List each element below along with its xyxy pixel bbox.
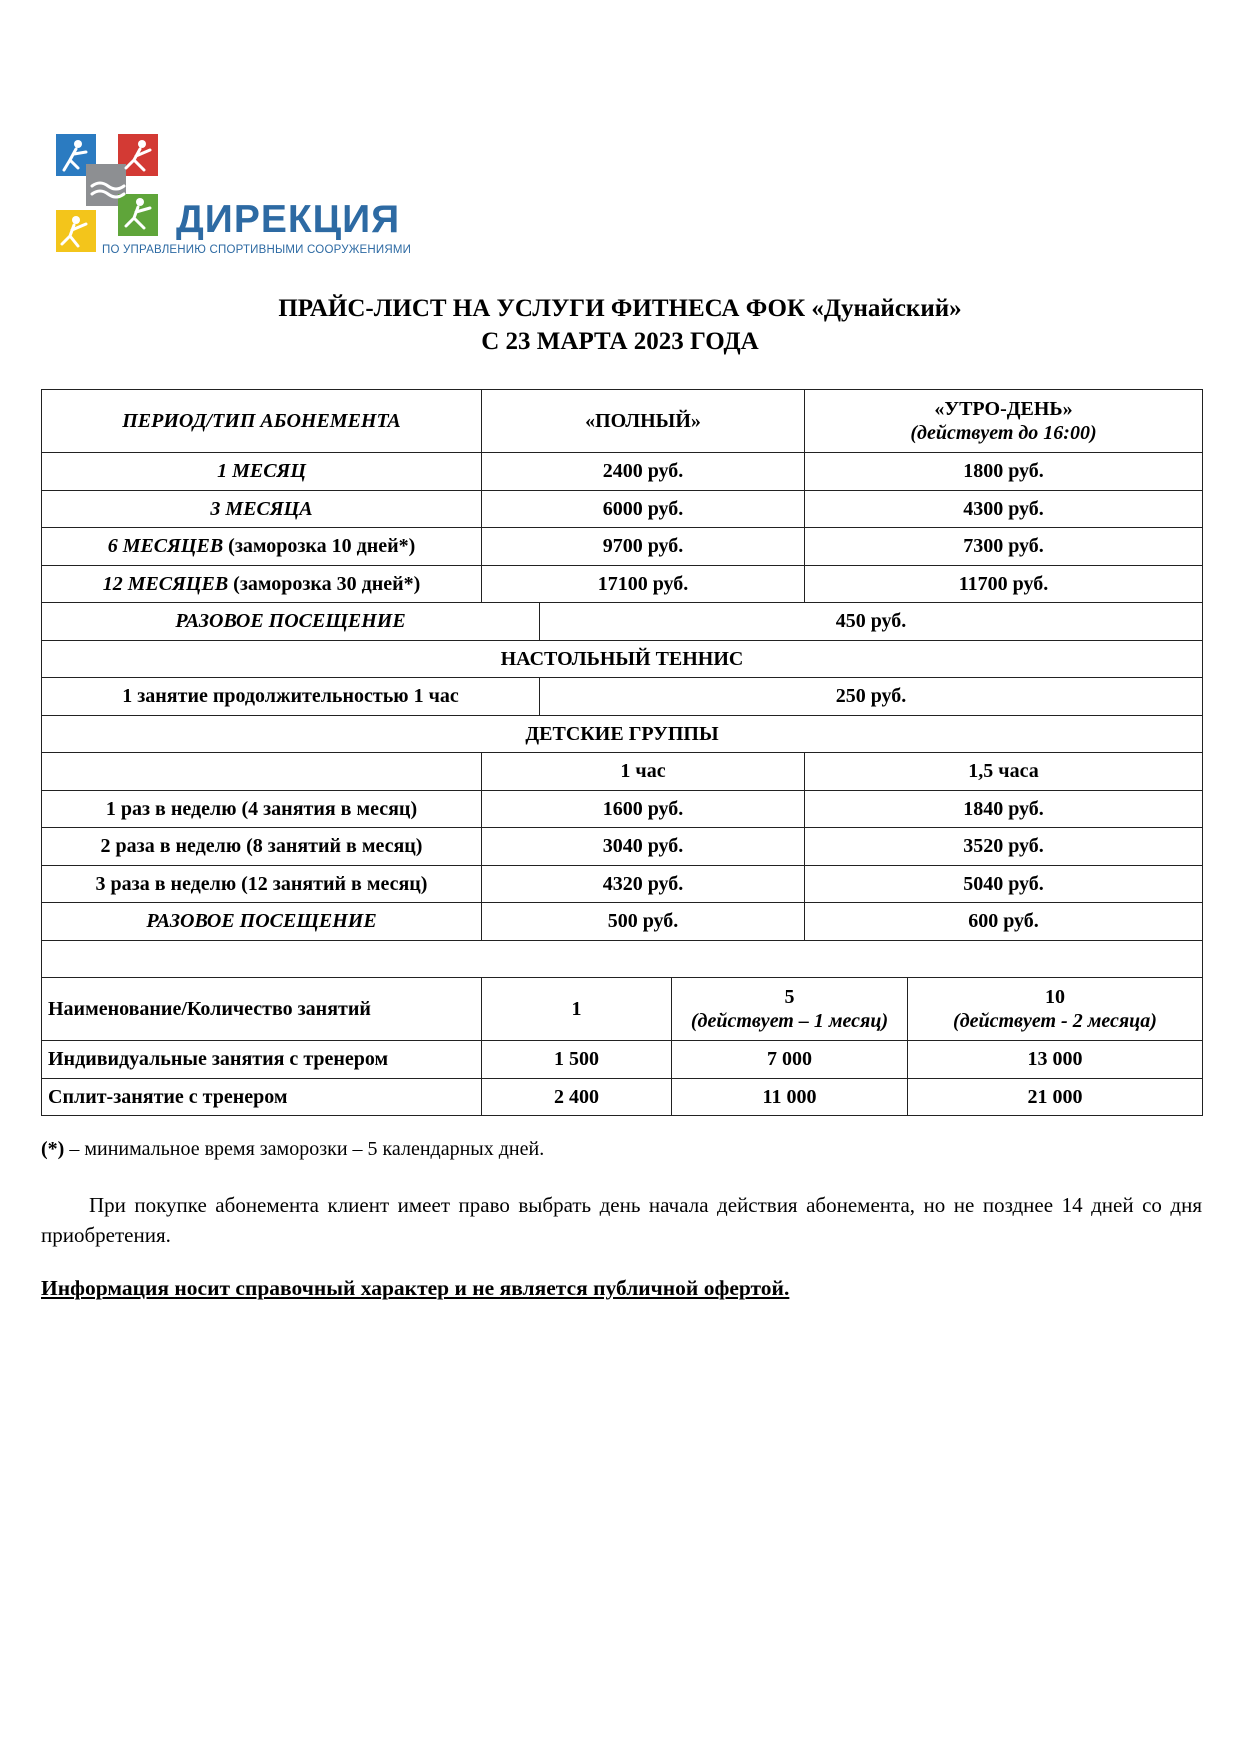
trainer-service: Сплит-занятие с тренером <box>42 1078 482 1116</box>
header-full: «ПОЛНЫЙ» <box>482 390 805 453</box>
section-heading-row <box>42 640 1203 678</box>
logo-mark <box>56 134 176 262</box>
footnote-text: – минимальное время заморозки – 5 календарных дней. <box>64 1138 545 1160</box>
membership-period: 1 МЕСЯЦ <box>42 453 482 491</box>
table-row <box>42 790 1203 828</box>
membership-full-price: 6000 руб. <box>482 490 805 528</box>
membership-morning-price: 4300 руб. <box>805 490 1203 528</box>
document-title: ПРАЙС-ЛИСТ НА УСЛУГИ ФИТНЕСА ФОК «Дунайский» <box>278 295 962 322</box>
tennis-heading: НАСТОЛЬНЫЙ ТЕННИС <box>42 640 1203 678</box>
header-period: ПЕРИОД/ТИП АБОНЕМЕНТА <box>42 390 482 453</box>
membership-full-price: 9700 руб. <box>482 528 805 566</box>
kids-price-1h: 1600 руб. <box>482 790 805 828</box>
document-subtitle-date: С 23 МАРТА 2023 ГОДА <box>481 328 759 355</box>
table-row <box>42 565 1203 603</box>
membership-full-price: 17100 руб. <box>482 565 805 603</box>
disclaimer: Информация носит справочный характер и не является публичной офертой. <box>41 1276 790 1300</box>
kids-single-price-1h: 500 руб. <box>482 903 805 941</box>
price-table <box>41 389 1203 1116</box>
trainer-header-10-count: 10 <box>1045 986 1065 1008</box>
trainer-price-10: 13 000 <box>908 1041 1203 1079</box>
kids-price-1-5h: 5040 руб. <box>805 865 1203 903</box>
table-row <box>42 865 1203 903</box>
kids-price-1h: 3040 руб. <box>482 828 805 866</box>
table-row <box>42 678 1203 716</box>
membership-period: 3 МЕСЯЦА <box>42 490 482 528</box>
table-row <box>42 528 1203 566</box>
kids-price-1-5h: 1840 руб. <box>805 790 1203 828</box>
kids-single-price-1-5h: 600 руб. <box>805 903 1203 941</box>
kids-price-1h: 4320 руб. <box>482 865 805 903</box>
table-header-row <box>42 390 1203 453</box>
trainer-price-1: 1 500 <box>482 1041 672 1079</box>
kids-frequency: 3 раза в неделю (12 занятий в месяц) <box>42 865 482 903</box>
logo <box>56 134 412 262</box>
table-row <box>42 603 1203 641</box>
tennis-label: 1 занятие продолжительностью 1 час <box>42 678 540 716</box>
section-heading-row <box>42 715 1203 753</box>
membership-period: 12 МЕСЯЦЕВ (заморозка 30 дней*) <box>42 565 482 603</box>
kids-heading: ДЕТСКИЕ ГРУППЫ <box>42 715 1203 753</box>
header-morning <box>805 390 1203 453</box>
footnote <box>41 1138 544 1161</box>
spacer-row <box>42 940 1203 978</box>
trainer-price-10: 21 000 <box>908 1078 1203 1116</box>
kids-subheader-empty <box>42 753 482 791</box>
trainer-price-1: 2 400 <box>482 1078 672 1116</box>
trainer-header-5 <box>672 978 908 1041</box>
trainer-header-10 <box>908 978 1203 1041</box>
header-morning-note: (действует до 16:00) <box>910 422 1097 444</box>
table-row <box>42 1078 1203 1116</box>
trainer-header-5-note: (действует – 1 месяц) <box>690 1010 889 1032</box>
trainer-price-5: 11 000 <box>672 1078 908 1116</box>
kids-price-1-5h: 3520 руб. <box>805 828 1203 866</box>
single-visit-price: 450 руб. <box>540 603 1203 641</box>
membership-morning-price: 7300 руб. <box>805 528 1203 566</box>
membership-period: 6 МЕСЯЦЕВ (заморозка 10 дней*) <box>42 528 482 566</box>
terms-paragraph: При покупке абонемента клиент имеет право выбрать день начала действия абонемента, но не позднее 14 дней со дня приобретения. <box>41 1193 1202 1247</box>
empty-row <box>42 940 1203 978</box>
membership-full-price: 2400 руб. <box>482 453 805 491</box>
kids-col-1h: 1 час <box>482 753 805 791</box>
kids-subheader-row <box>42 753 1203 791</box>
table-row <box>42 490 1203 528</box>
trainer-price-5: 7 000 <box>672 1041 908 1079</box>
kids-col-1-5h: 1,5 часа <box>805 753 1203 791</box>
kids-frequency: 2 раза в неделю (8 занятий в месяц) <box>42 828 482 866</box>
trainer-header-1: 1 <box>482 978 672 1041</box>
trainer-header-5-count: 5 <box>784 986 795 1008</box>
tennis-price: 250 руб. <box>540 678 1203 716</box>
header-morning-label: «УТРО-ДЕНЬ» <box>934 398 1073 420</box>
table-row <box>42 903 1203 941</box>
table-row <box>42 1041 1203 1079</box>
kids-single-visit-label: РАЗОВОЕ ПОСЕЩЕНИЕ <box>42 903 482 941</box>
footnote-mark: (*) <box>41 1138 65 1160</box>
logo-subtitle: ПО УПРАВЛЕНИЮ СПОРТИВНЫМИ СООРУЖЕНИЯМИ <box>102 244 412 256</box>
kids-frequency: 1 раз в неделю (4 занятия в месяц) <box>42 790 482 828</box>
table-row <box>42 453 1203 491</box>
trainer-service: Индивидуальные занятия с тренером <box>42 1041 482 1079</box>
membership-morning-price: 11700 руб. <box>805 565 1203 603</box>
membership-morning-price: 1800 руб. <box>805 453 1203 491</box>
trainer-header-row <box>42 978 1203 1041</box>
trainer-header-label: Наименование/Количество занятий <box>42 978 482 1041</box>
table-row <box>42 828 1203 866</box>
trainer-header-10-note: (действует - 2 месяца) <box>953 1010 1157 1032</box>
single-visit-label: РАЗОВОЕ ПОСЕЩЕНИЕ <box>42 603 540 641</box>
logo-title: ДИРЕКЦИЯ <box>176 198 401 241</box>
